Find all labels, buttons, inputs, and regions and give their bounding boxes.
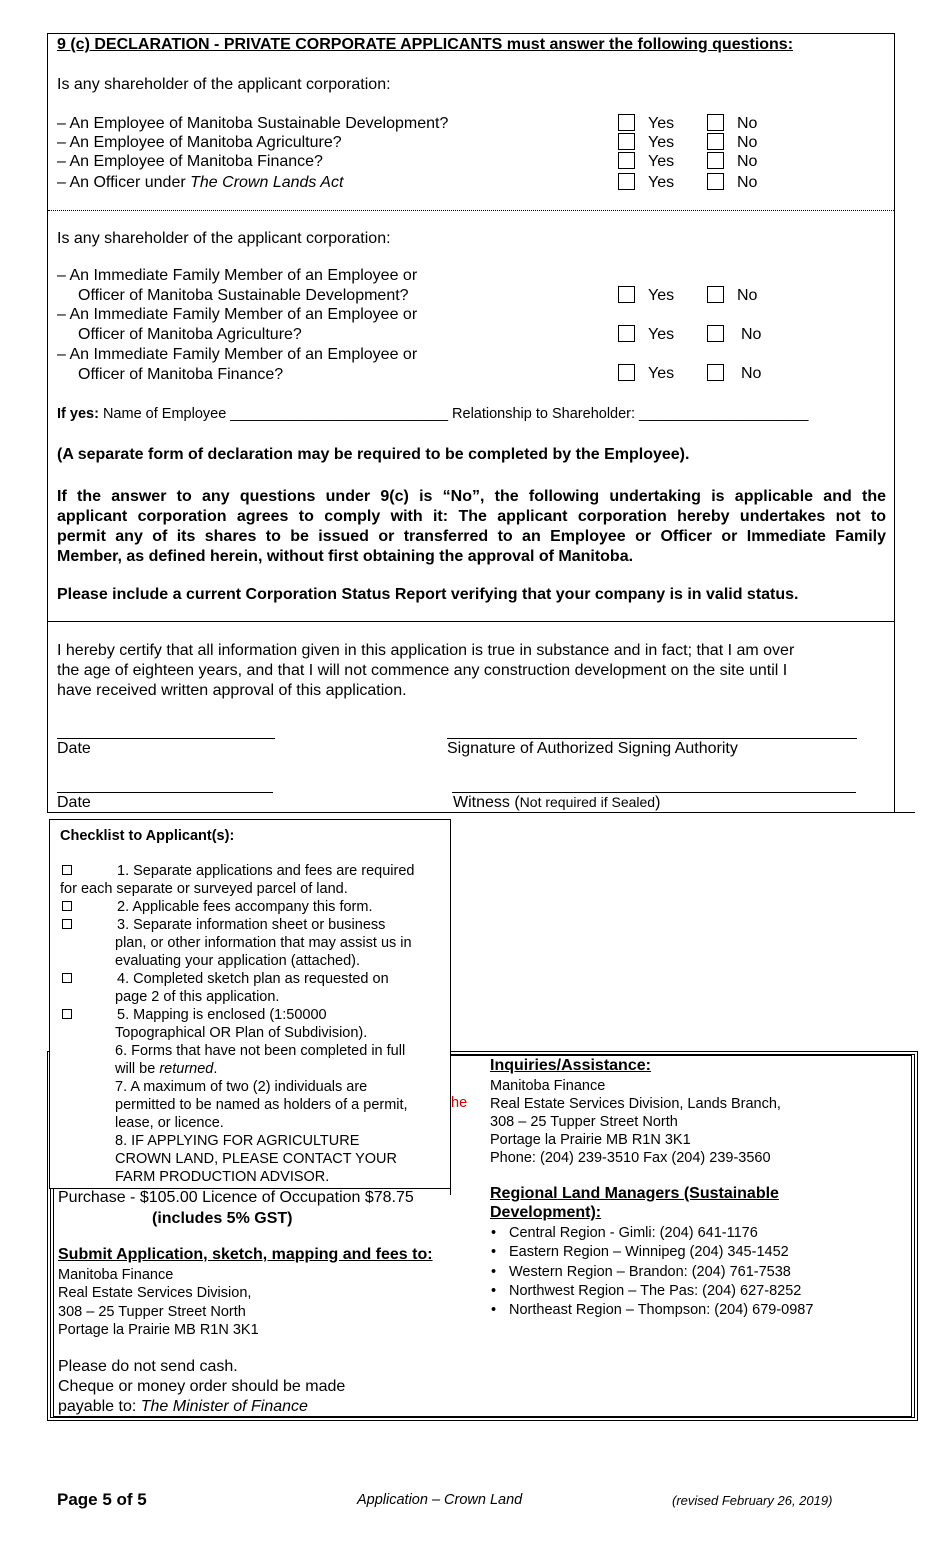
no-option[interactable]: No (707, 134, 757, 152)
checklist-title: Checklist to Applicant(s): (60, 828, 235, 844)
no-option[interactable]: No (707, 326, 761, 344)
question-employee-sustainable: – An Employee of Manitoba Sustainable Development? (57, 115, 449, 132)
checkbox-square-icon[interactable] (62, 973, 72, 983)
question-family-agriculture-2: Officer of Manitoba Agriculture? (78, 326, 302, 343)
question-employee-agriculture: – An Employee of Manitoba Agriculture? (57, 134, 342, 151)
inquiries-address: Manitoba Finance Real Estate Services Division, Lands Branch, 308 – 25 Tupper Street North Portage la Prairie MB R1N 3K1 Phone: (204) 239-3510 Fax (204) 239-3560 (490, 1078, 781, 1166)
yes-option[interactable]: Yes (618, 134, 674, 152)
page-number: Page 5 of 5 (57, 1490, 147, 1509)
declaration-box-bottom-line (47, 812, 915, 813)
inquiries-title: Inquiries/Assistance: (490, 1057, 651, 1074)
list-item: • Western Region – Brandon: (204) 761-7538 (490, 1263, 813, 1282)
question-employee-finance: – An Employee of Manitoba Finance? (57, 153, 323, 170)
list-item: • Northwest Region – The Pas: (204) 627-8252 (490, 1282, 813, 1301)
shareholder-intro-1: Is any shareholder of the applicant corporation: (57, 76, 391, 93)
yes-option[interactable]: Yes (618, 153, 674, 171)
yes-checkbox[interactable] (618, 173, 635, 190)
no-option[interactable]: No (707, 174, 757, 192)
no-option[interactable]: No (707, 115, 757, 133)
document-name: Application – Crown Land (357, 1492, 523, 1508)
dotted-divider (48, 210, 894, 211)
question-officer-prefix: – An Officer under (57, 174, 191, 191)
fees-line: Purchase - $105.00 Licence of Occupation $78.75 (58, 1189, 414, 1206)
no-option[interactable]: No (707, 153, 757, 171)
checklist-items: 1. Separate applications and fees are required for each separate or surveyed parcel of land. 2. Applicable fees accompany this form. 3. Separate information sheet or business plan, or other information that may assist us in evaluating your application (attached). 4. Completed sketch plan as requested on page 2 of this application. 5. Mapping is enclosed (1:50000 Topographical OR Plan of Subdivision). 6. Forms that have not been completed in full will be returned. 7. A maximum of two (2) individuals are permitted to be named as holders of a permit, lease, or licence. 8. IF APPLYING FOR AGRICULTURE CROWN LAND, PLEASE CONTACT YOUR FARM PRODUCTION ADVISOR. (60, 862, 450, 1186)
signature-line[interactable] (447, 738, 857, 739)
yes-checkbox[interactable] (618, 286, 635, 303)
certification-paragraph: I hereby certify that all information given in this application is true in substance and in fact; that I am over the age of eighteen years, and that I will not commence any construction development on the site until I have received written approval of this application. (57, 642, 795, 699)
if-yes-label: If yes: (57, 406, 99, 422)
date-label-2: Date (57, 794, 91, 811)
employee-relationship-fields: Name of Employee ___________________________ Relationship to Shareholder: _____________________ (98, 406, 809, 422)
date-line-2[interactable] (57, 792, 273, 793)
question-officer-crown-lands (57, 174, 343, 192)
yes-option[interactable]: Yes (618, 365, 674, 383)
checkbox-square-icon[interactable] (62, 919, 72, 929)
payee-name: The Minister of Finance (140, 1398, 308, 1415)
no-checkbox[interactable] (707, 173, 724, 190)
gst-note: (includes 5% GST) (152, 1210, 293, 1227)
no-checkbox[interactable] (707, 152, 724, 169)
question-family-sustainable-2: Officer of Manitoba Sustainable Development? (78, 287, 409, 304)
question-family-agriculture-1: – An Immediate Family Member of an Employee or (57, 306, 418, 323)
date-line-1[interactable] (57, 738, 275, 739)
declaration-title: 9 (c) DECLARATION - PRIVATE CORPORATE APPLICANTS must answer the following questions: (57, 36, 794, 53)
no-checkbox[interactable] (707, 286, 724, 303)
if-yes-line[interactable] (57, 406, 808, 422)
payment-instructions: Please do not send cash. Cheque or money order should be made payable to: The Minister of Finance (58, 1358, 346, 1415)
no-option[interactable]: No (707, 365, 761, 383)
no-checkbox[interactable] (707, 114, 724, 131)
crown-lands-act-title: The Crown Lands Act (190, 174, 344, 191)
yes-option[interactable]: Yes (618, 326, 674, 344)
question-family-finance-2: Officer of Manitoba Finance? (78, 366, 284, 383)
checklist-item-3[interactable]: 3. Separate information sheet or business (60, 916, 450, 934)
checkbox-square-icon[interactable] (62, 901, 72, 911)
witness-line[interactable] (452, 792, 856, 793)
undertaking-paragraph: If the answer to any questions under 9(c) is “No”, the following undertaking is applicable and the applicant corporation agrees to comply with it: The applicant corporation hereby undertakes not to permit any of its shares to be issued or transferred to an Employee or Officer or Immediate Family Member, as defined herein, without first obtaining the approval of Manitoba. (57, 488, 886, 565)
checkbox-square-icon[interactable] (62, 865, 72, 875)
separate-form-note: (A separate form of declaration may be required to be completed by the Employee). (57, 446, 690, 463)
list-item: • Central Region - Gimli: (204) 641-1176 (490, 1224, 813, 1243)
checklist-item-2[interactable]: 2. Applicable fees accompany this form. (60, 898, 450, 916)
question-family-sustainable-1: – An Immediate Family Member of an Employee or (57, 267, 418, 284)
yes-checkbox[interactable] (618, 364, 635, 381)
yes-option[interactable]: Yes (618, 115, 674, 133)
overflow-fragment: he (451, 1095, 468, 1111)
no-option[interactable]: No (707, 287, 757, 305)
submit-title: Submit Application, sketch, mapping and fees to: (58, 1246, 433, 1263)
section-divider (48, 621, 894, 622)
no-checkbox[interactable] (707, 133, 724, 150)
yes-option[interactable]: Yes (618, 174, 674, 192)
yes-checkbox[interactable] (618, 133, 635, 150)
no-checkbox[interactable] (707, 364, 724, 381)
yes-option[interactable]: Yes (618, 287, 674, 305)
status-report-note: Please include a current Corporation Status Report verifying that your company is in valid status. (57, 586, 799, 603)
checklist-item-5[interactable]: 5. Mapping is enclosed (1:50000 (60, 1006, 450, 1024)
regional-contacts-list (490, 1224, 813, 1320)
phone-fax: Phone: (204) 239-3510 Fax (204) 239-3560 (490, 1150, 771, 1166)
yes-checkbox[interactable] (618, 114, 635, 131)
question-family-finance-1: – An Immediate Family Member of an Employee or (57, 346, 418, 363)
list-item: • Northeast Region – Thompson: (204) 679-0987 (490, 1301, 813, 1320)
witness-label: Witness (Not required if Sealed) (453, 794, 661, 811)
witness-note: Not required if Sealed (519, 794, 656, 810)
yes-checkbox[interactable] (618, 152, 635, 169)
yes-checkbox[interactable] (618, 325, 635, 342)
no-checkbox[interactable] (707, 325, 724, 342)
revision-date: (revised February 26, 2019) (672, 1493, 833, 1508)
regional-managers-title: Regional Land Managers (Sustainable Development): (490, 1185, 779, 1221)
checkbox-square-icon[interactable] (62, 1009, 72, 1019)
submit-address: Manitoba Finance Real Estate Services Division, 308 – 25 Tupper Street North Portage la Prairie MB R1N 3K1 (58, 1267, 259, 1338)
date-label-1: Date (57, 740, 91, 757)
list-item: • Eastern Region – Winnipeg (204) 345-1452 (490, 1243, 813, 1262)
checklist-item-1[interactable]: 1. Separate applications and fees are required (60, 862, 450, 880)
checklist-item-4[interactable]: 4. Completed sketch plan as requested on (60, 970, 450, 988)
shareholder-intro-2: Is any shareholder of the applicant corporation: (57, 230, 391, 247)
signature-label: Signature of Authorized Signing Authority (447, 740, 738, 757)
